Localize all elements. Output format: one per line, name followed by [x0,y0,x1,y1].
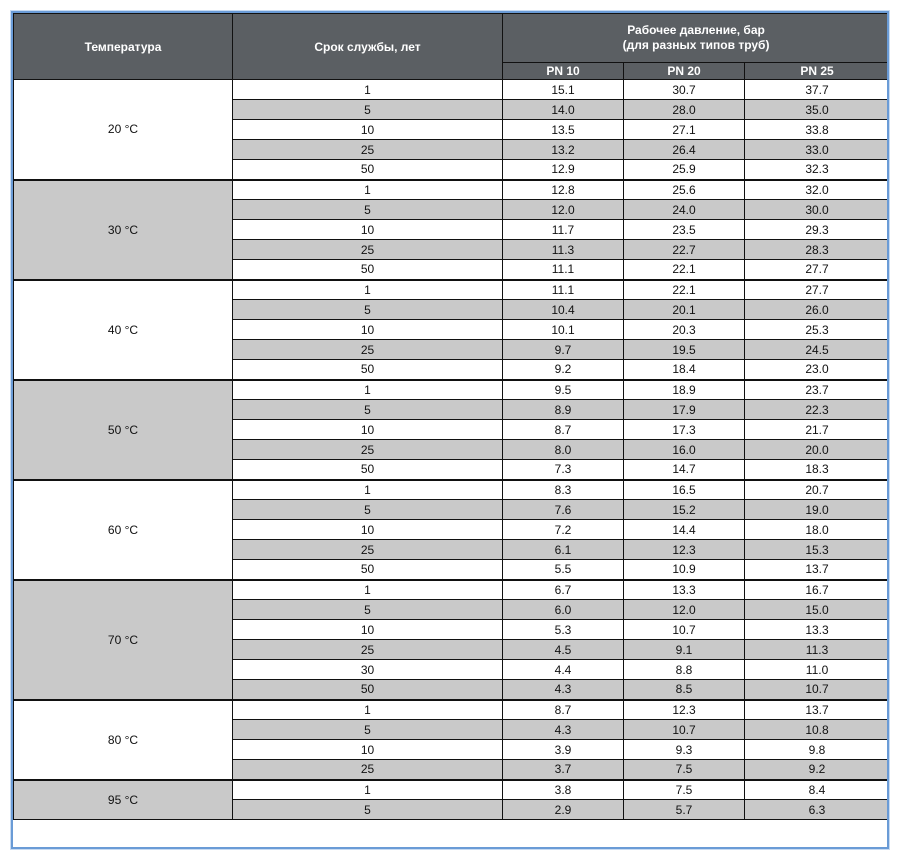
pn10-cell: 2.9 [503,800,624,820]
service-life-cell: 25 [233,640,503,660]
pn25-cell: 32.3 [745,160,890,180]
table-row [14,580,890,600]
pn25-cell: 32.0 [745,180,890,200]
pn25-cell: 13.7 [745,560,890,580]
service-life-cell: 5 [233,720,503,740]
pn25-cell: 26.0 [745,300,890,320]
pn10-cell: 7.3 [503,460,624,480]
service-life-cell: 25 [233,540,503,560]
pn20-cell: 18.4 [624,360,745,380]
pn10-cell: 8.7 [503,700,624,720]
pn25-cell: 33.8 [745,120,890,140]
pn10-cell: 11.1 [503,280,624,300]
temperature-cell: 80 °C [14,700,233,780]
pn10-cell: 8.9 [503,400,624,420]
pn25-cell: 35.0 [745,100,890,120]
service-life-cell: 25 [233,760,503,780]
header-pn20: PN 20 [624,63,745,80]
service-life-cell: 10 [233,420,503,440]
pn25-cell: 10.7 [745,680,890,700]
pn10-cell: 5.5 [503,560,624,580]
table-body [14,80,890,820]
pn25-cell: 20.0 [745,440,890,460]
pn10-cell: 6.1 [503,540,624,560]
temperature-cell: 30 °C [14,180,233,280]
pn10-cell: 4.3 [503,680,624,700]
pn20-cell: 17.3 [624,420,745,440]
pn25-cell: 29.3 [745,220,890,240]
pn25-cell: 15.3 [745,540,890,560]
service-life-cell: 30 [233,660,503,680]
service-life-cell: 5 [233,500,503,520]
pn20-cell: 20.3 [624,320,745,340]
pn10-cell: 8.7 [503,420,624,440]
pn25-cell: 13.7 [745,700,890,720]
pn10-cell: 9.5 [503,380,624,400]
service-life-cell: 1 [233,180,503,200]
service-life-cell: 50 [233,260,503,280]
pn10-cell: 15.1 [503,80,624,100]
pn10-cell: 10.4 [503,300,624,320]
pn10-cell: 9.7 [503,340,624,360]
pn10-cell: 4.3 [503,720,624,740]
pn25-cell: 33.0 [745,140,890,160]
pn25-cell: 37.7 [745,80,890,100]
service-life-cell: 25 [233,440,503,460]
service-life-cell: 25 [233,240,503,260]
service-life-cell: 10 [233,620,503,640]
pn25-cell: 27.7 [745,280,890,300]
pn10-cell: 5.3 [503,620,624,640]
temperature-cell: 95 °C [14,780,233,820]
service-life-cell: 5 [233,100,503,120]
table-header [14,14,890,80]
service-life-cell: 50 [233,560,503,580]
pn10-cell: 10.1 [503,320,624,340]
pn25-cell: 24.5 [745,340,890,360]
pn20-cell: 14.7 [624,460,745,480]
service-life-cell: 1 [233,780,503,800]
pn25-cell: 28.3 [745,240,890,260]
pn10-cell: 8.0 [503,440,624,460]
pn25-cell: 21.7 [745,420,890,440]
pn10-cell: 11.3 [503,240,624,260]
pn25-cell: 9.2 [745,760,890,780]
pn25-cell: 18.3 [745,460,890,480]
table-frame [11,11,889,849]
pn20-cell: 25.9 [624,160,745,180]
pn10-cell: 14.0 [503,100,624,120]
table-row [14,180,890,200]
pn25-cell: 11.3 [745,640,890,660]
pn25-cell: 18.0 [745,520,890,540]
pn20-cell: 24.0 [624,200,745,220]
pn25-cell: 13.3 [745,620,890,640]
temperature-cell: 60 °C [14,480,233,580]
service-life-cell: 50 [233,360,503,380]
pn20-cell: 20.1 [624,300,745,320]
pn20-cell: 12.3 [624,700,745,720]
service-life-cell: 1 [233,580,503,600]
pn20-cell: 13.3 [624,580,745,600]
pn20-cell: 27.1 [624,120,745,140]
pn25-cell: 9.8 [745,740,890,760]
pn25-cell: 23.0 [745,360,890,380]
pn10-cell: 6.0 [503,600,624,620]
pn10-cell: 7.2 [503,520,624,540]
pn20-cell: 15.2 [624,500,745,520]
pn25-cell: 30.0 [745,200,890,220]
header-temperature: Температура [14,14,233,80]
pn25-cell: 8.4 [745,780,890,800]
service-life-cell: 10 [233,120,503,140]
pn10-cell: 8.3 [503,480,624,500]
pn25-cell: 6.3 [745,800,890,820]
pn10-cell: 11.7 [503,220,624,240]
table-row [14,780,890,800]
pn20-cell: 9.1 [624,640,745,660]
temperature-cell: 50 °C [14,380,233,480]
table-row [14,80,890,100]
pn20-cell: 23.5 [624,220,745,240]
pn20-cell: 10.7 [624,720,745,740]
pn10-cell: 11.1 [503,260,624,280]
pn10-cell: 3.9 [503,740,624,760]
pn10-cell: 13.5 [503,120,624,140]
service-life-cell: 5 [233,400,503,420]
header-pressure-line2: (для разных типов труб) [622,38,770,52]
pn20-cell: 16.0 [624,440,745,460]
header-pn10: PN 10 [503,63,624,80]
pn20-cell: 5.7 [624,800,745,820]
pn10-cell: 6.7 [503,580,624,600]
service-life-cell: 50 [233,160,503,180]
header-service-life: Срок службы, лет [233,14,503,80]
pn20-cell: 22.1 [624,260,745,280]
pn20-cell: 17.9 [624,400,745,420]
pn10-cell: 12.9 [503,160,624,180]
service-life-cell: 1 [233,280,503,300]
table-row [14,480,890,500]
table-row [14,280,890,300]
header-pn25: PN 25 [745,63,890,80]
header-pressure-line1: Рабочее давление, бар [627,23,765,37]
service-life-cell: 1 [233,80,503,100]
service-life-cell: 1 [233,700,503,720]
pn25-cell: 11.0 [745,660,890,680]
temperature-cell: 20 °C [14,80,233,180]
pn20-cell: 22.1 [624,280,745,300]
pn20-cell: 10.7 [624,620,745,640]
pn10-cell: 7.6 [503,500,624,520]
service-life-cell: 25 [233,340,503,360]
table-row [14,700,890,720]
pn20-cell: 8.5 [624,680,745,700]
pn10-cell: 12.0 [503,200,624,220]
pn20-cell: 19.5 [624,340,745,360]
service-life-cell: 5 [233,200,503,220]
pn10-cell: 13.2 [503,140,624,160]
pn20-cell: 12.0 [624,600,745,620]
pn20-cell: 8.8 [624,660,745,680]
pn20-cell: 14.4 [624,520,745,540]
service-life-cell: 25 [233,140,503,160]
pn10-cell: 3.7 [503,760,624,780]
pn20-cell: 10.9 [624,560,745,580]
pn10-cell: 3.8 [503,780,624,800]
pn25-cell: 25.3 [745,320,890,340]
service-life-cell: 5 [233,600,503,620]
service-life-cell: 10 [233,740,503,760]
pn10-cell: 4.5 [503,640,624,660]
pn20-cell: 7.5 [624,780,745,800]
pn25-cell: 19.0 [745,500,890,520]
service-life-cell: 50 [233,680,503,700]
pn20-cell: 28.0 [624,100,745,120]
service-life-cell: 1 [233,380,503,400]
pn25-cell: 22.3 [745,400,890,420]
pn20-cell: 16.5 [624,480,745,500]
service-life-cell: 10 [233,320,503,340]
pn25-cell: 10.8 [745,720,890,740]
service-life-cell: 10 [233,220,503,240]
pn20-cell: 7.5 [624,760,745,780]
temperature-cell: 40 °C [14,280,233,380]
service-life-cell: 50 [233,460,503,480]
pressure-table [13,13,889,820]
pn25-cell: 20.7 [745,480,890,500]
service-life-cell: 5 [233,300,503,320]
pn10-cell: 4.4 [503,660,624,680]
service-life-cell: 1 [233,480,503,500]
pn25-cell: 16.7 [745,580,890,600]
pn10-cell: 12.8 [503,180,624,200]
table-row [14,380,890,400]
service-life-cell: 5 [233,800,503,820]
pn20-cell: 12.3 [624,540,745,560]
pn20-cell: 18.9 [624,380,745,400]
pn20-cell: 9.3 [624,740,745,760]
pn20-cell: 22.7 [624,240,745,260]
pn25-cell: 15.0 [745,600,890,620]
pn25-cell: 23.7 [745,380,890,400]
pn25-cell: 27.7 [745,260,890,280]
header-pressure-group [503,14,890,63]
pn20-cell: 26.4 [624,140,745,160]
service-life-cell: 10 [233,520,503,540]
pn20-cell: 25.6 [624,180,745,200]
pn20-cell: 30.7 [624,80,745,100]
temperature-cell: 70 °C [14,580,233,700]
pn10-cell: 9.2 [503,360,624,380]
